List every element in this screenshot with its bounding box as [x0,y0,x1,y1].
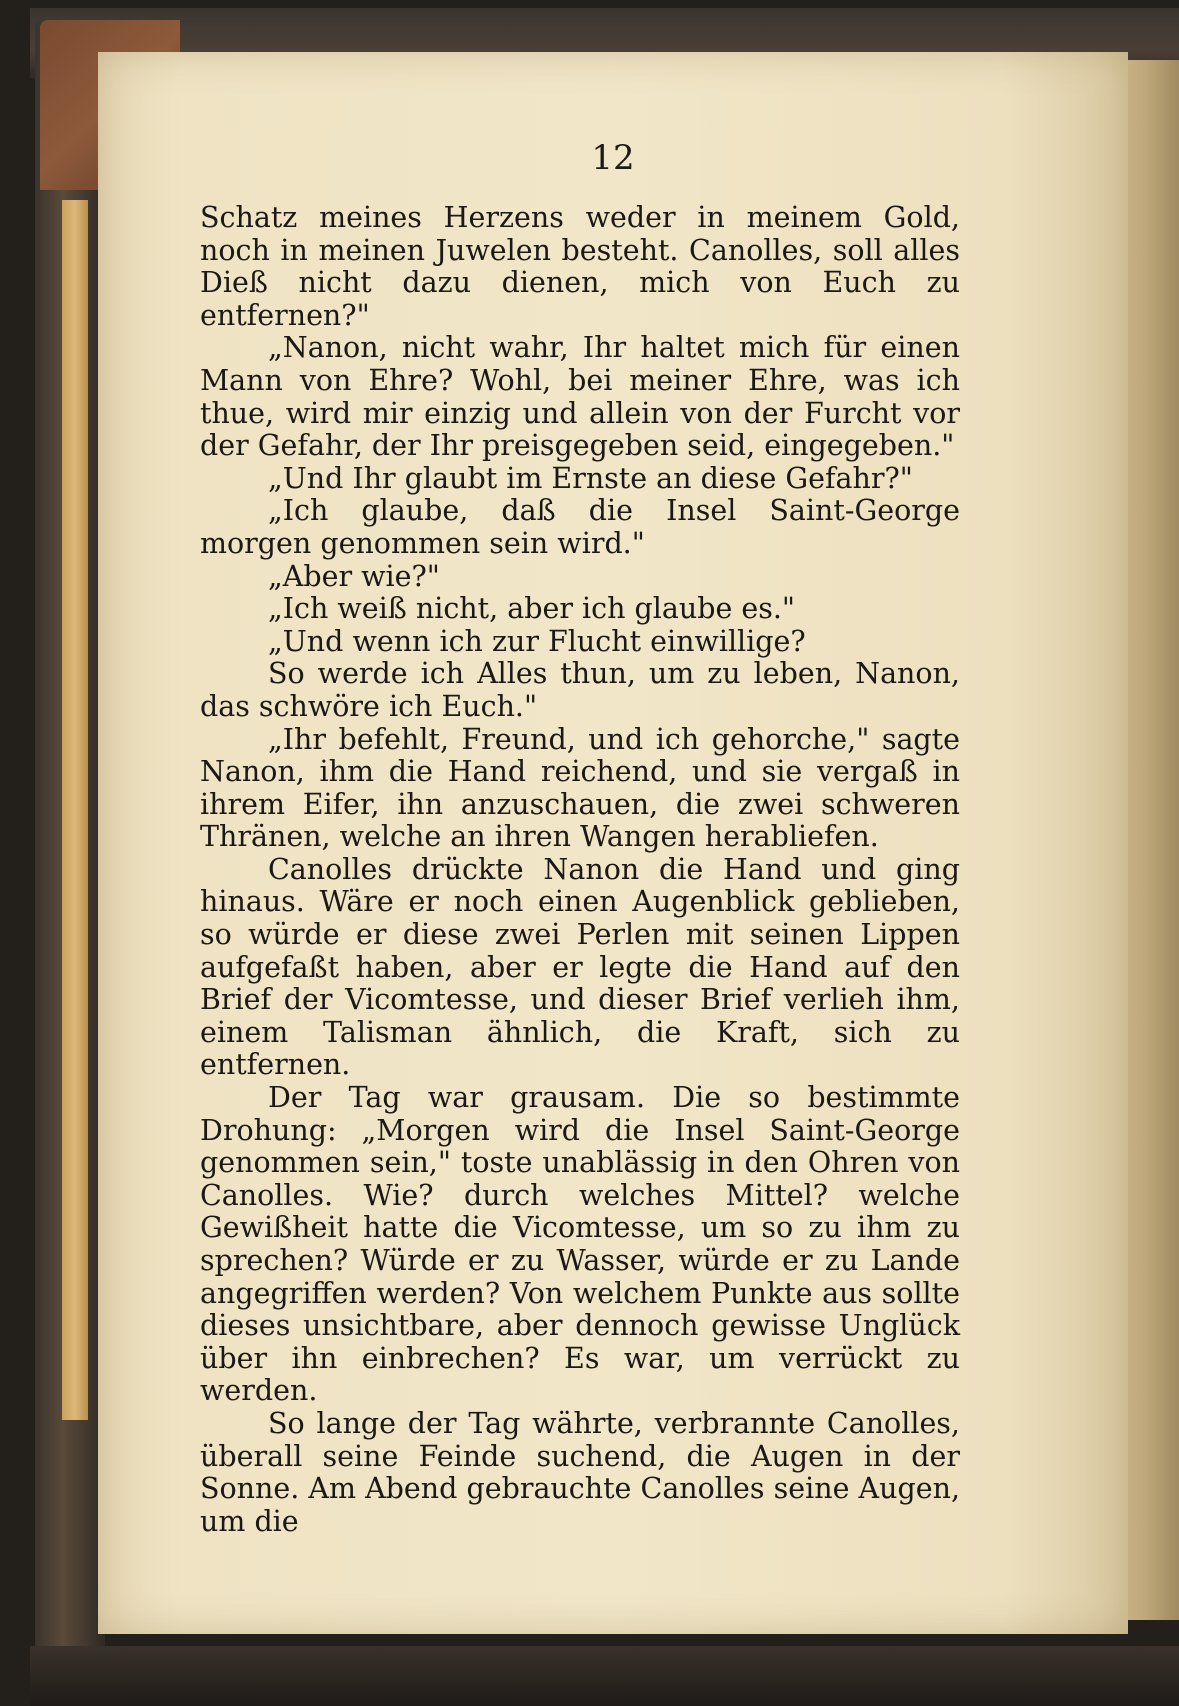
paragraph: Schatz meines Herzens weder in meinem Gold, noch in meinen Juwelen besteht. Canolles, soll alles Dieß nicht dazu dienen, mich von Euch zu entfernen?" [200,201,960,332]
paragraph: „Ihr befehlt, Freund, und ich gehorche," sagte Nanon, ihm die Hand reichend, und sie vergaß in ihrem Eifer, ihn anzuschauen, die zwei schweren Thränen, welche an ihren Wangen herabliefen. [200,722,960,854]
paragraph: So lange der Tag währte, verbrannte Canolles, überall seine Feinde suchend, die Augen in der Sonne. Am Abend gebrauchte Canolles seine Augen, um die [200,1406,960,1538]
paragraph: Canolles drückte Nanon die Hand und ging hinaus. Wäre er noch einen Augenblick geblieben, so würde er diese zwei Perlen mit seinen Lippen aufgefaßt haben, aber er legte die Hand auf den Brief der Vicomtesse, und dieser Brief verlieh ihm, einem Talisman ähnlich, die Kraft, sich zu entfernen. [200,852,960,1082]
paragraph: „Aber wie?" [268,559,440,593]
spine-strip [62,200,88,1420]
book-cover-bottom [30,1646,1179,1706]
paragraph: „Und Ihr glaubt im Ernste an diese Gefahr?" [268,461,913,495]
paragraph: „Und wenn ich zur Flucht einwillige? [268,624,806,658]
paragraph: „Nanon, nicht wahr, Ihr haltet mich für einen Mann von Ehre? Wohl, bei meiner Ehre, was ich thue, wird mir einzig und allein von der Furcht vor der Gefahr, der Ihr preisgegeben seid, eingegeben." [200,331,960,463]
paragraph: „Ich glaube, daß die Insel Saint-George morgen genommen sein wird." [200,494,960,560]
page-number: 12 [591,138,635,178]
paragraph: „Ich weiß nicht, aber ich glaube es." [268,592,796,626]
paragraph: So werde ich Alles thun, um zu leben, Nanon, das schwöre ich Euch." [200,657,960,723]
paragraph: Der Tag war grausam. Die so bestimmte Drohung: „Morgen wird die Insel Saint-George genommen sein," toste unablässig in den Ohren von Canolles. Wie? durch welches Mittel? welche Gewißheit hatte die Vicomtesse, um so zu ihm zu sprechen? Würde er zu Wasser, würde er zu Lande angegriffen werden? Von welchem Punkte aus sollte dieses unsichtbare, aber dennoch gewisse Unglück über ihn einbrechen? Es war, um verrückt zu werden. [200,1081,960,1408]
page-text [200,202,960,1538]
book-page [98,52,1128,1634]
